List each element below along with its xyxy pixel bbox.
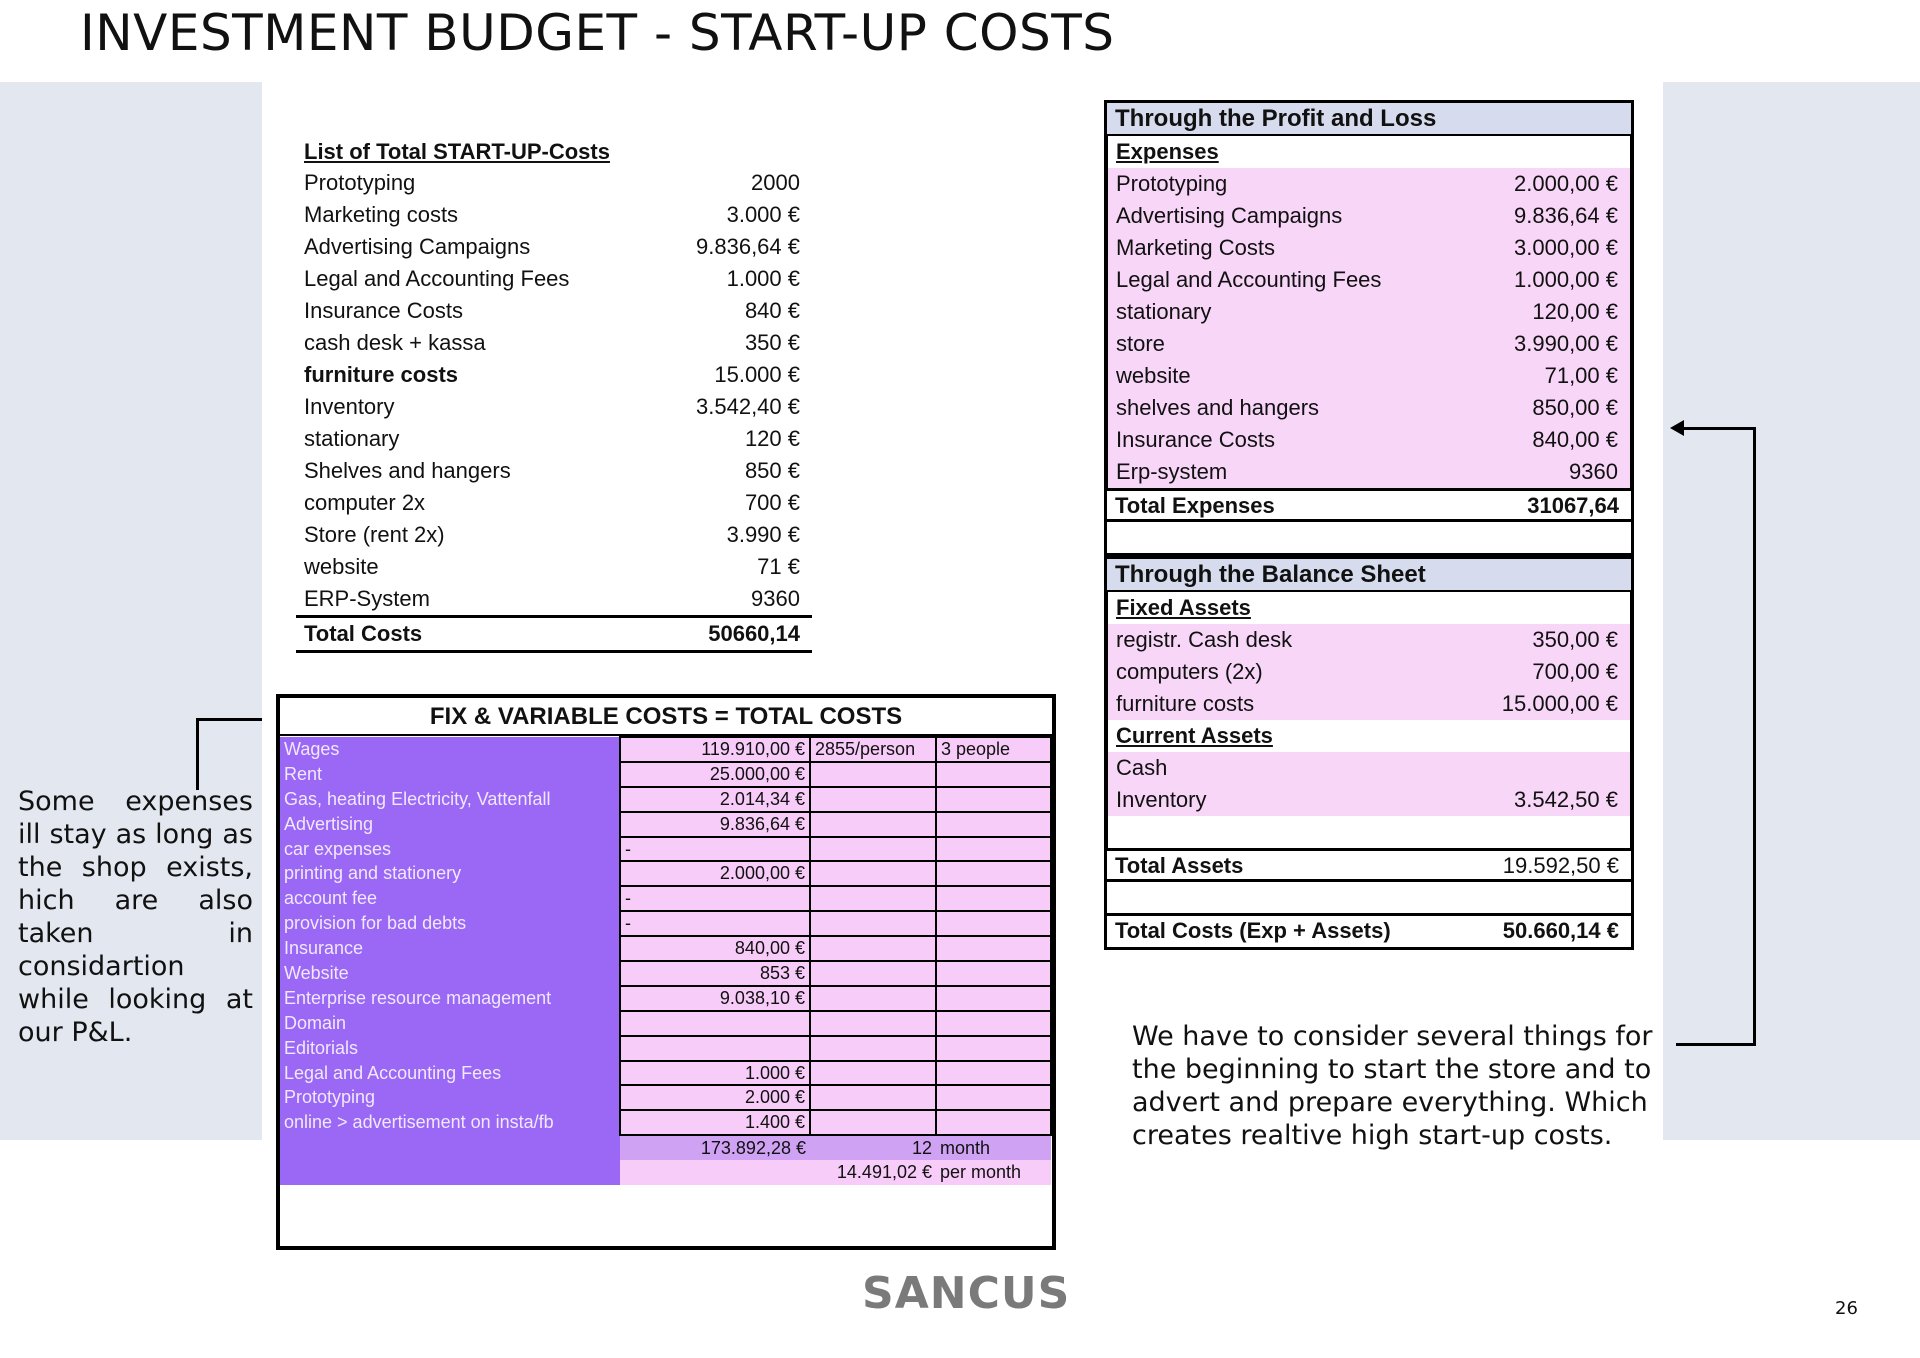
cost-note [936,1085,1051,1110]
cost-label: Domain [280,1011,620,1036]
table-row [280,1110,1051,1135]
item-label: Store (rent 2x) [304,522,445,547]
item-value: 71 € [757,554,800,579]
brand-logo: SANCUS [862,1268,1071,1319]
cost-detail [810,1036,936,1061]
item-label: Erp-system [1116,459,1228,484]
total-expenses-row [1104,488,1634,522]
cost-label: Website [280,961,620,986]
cost-value: 840,00 € [620,936,810,961]
cost-label: printing and stationery [280,861,620,886]
cost-value: 2.014,34 € [620,787,810,812]
cost-detail [810,861,936,886]
list-item [1108,624,1630,656]
list-item [1108,456,1630,488]
cost-value [620,1036,810,1061]
list-item [296,423,812,455]
list-item [296,295,812,327]
item-value: 3.000,00 € [1514,235,1618,260]
cost-label: Prototyping [280,1085,620,1110]
sum-unit: month [936,1135,1051,1160]
cost-label: online > advertisement on insta/fb [280,1110,620,1135]
cost-label: Wages [280,737,620,762]
list-item [296,359,812,391]
item-value: 840 € [744,298,800,323]
table-row [280,886,1051,911]
cost-note [936,861,1051,886]
arrowhead-icon [1670,420,1684,436]
list-item [296,487,812,519]
cost-label: Legal and Accounting Fees [280,1061,620,1086]
cost-note [936,986,1051,1011]
list-item [1108,656,1630,688]
cost-note [936,911,1051,936]
cost-note [936,961,1051,986]
table-row [280,737,1051,762]
table-row [280,837,1051,862]
list-item [1108,264,1630,296]
list-item [296,519,812,551]
item-label: stationary [1116,299,1212,324]
table-row [280,787,1051,812]
table-row [280,1061,1051,1086]
item-label: computers (2x) [1116,659,1263,684]
item-label: Legal and Accounting Fees [304,266,570,291]
total-assets-value: 19.592,50 € [1502,853,1619,878]
item-label: registr. Cash desk [1116,627,1293,652]
cost-note [936,1036,1051,1061]
item-label: shelves and hangers [1116,395,1320,420]
bs-assets-box [1104,592,1634,848]
cost-detail [810,936,936,961]
item-label: Inventory [304,394,395,419]
table-row [280,1036,1051,1061]
left-connector-vertical [196,718,199,790]
item-value: 15.000 € [714,362,800,387]
cost-detail [810,1061,936,1086]
list-item [296,199,812,231]
monthly-value: 14.491,02 € [810,1160,936,1185]
monthly-unit: per month [936,1160,1051,1185]
page-title: INVESTMENT BUDGET - START-UP COSTS [80,4,1115,62]
item-value: 850 € [744,458,800,483]
item-value: 840,00 € [1532,427,1618,452]
item-label: stationary [304,426,400,451]
cost-note [936,762,1051,787]
table-row [280,1085,1051,1110]
item-label: store [1116,331,1165,356]
list-item [1108,688,1630,720]
list-item [1108,752,1630,784]
item-label: website [304,554,379,579]
total-value: 50660,14 [708,621,800,646]
list-item [296,391,812,423]
cost-value: 9.038,10 € [620,986,810,1011]
spacer-row-2 [1104,882,1634,916]
cost-label: Editorials [280,1036,620,1061]
sum-months: 12 [810,1135,936,1160]
cost-detail [810,812,936,837]
item-label: Advertising Campaigns [304,234,531,259]
item-label: Insurance Costs [1116,427,1275,452]
startup-list-heading: List of Total START-UP-Costs [304,139,610,164]
total-assets-row [1104,848,1634,882]
item-value: 3.542,40 € [696,394,800,419]
fix-variable-costs-table [276,694,1056,1250]
item-label: Marketing Costs [1116,235,1275,260]
list-item [296,231,812,263]
cost-value: - [620,886,810,911]
item-value: 2000 [751,170,800,195]
cost-detail [810,1110,936,1135]
current-assets-heading: Current Assets [1108,720,1630,752]
cost-value: 25.000,00 € [620,762,810,787]
cost-detail: 2855/person [810,737,936,762]
side-note: Some expenses ill stay as long as the shop exists, hich are also taken in considartion while looking at our P&L. [18,786,253,1048]
cost-detail [810,961,936,986]
item-value: 120,00 € [1532,299,1618,324]
item-label: computer 2x [304,490,426,515]
cost-note [936,812,1051,837]
cost-detail [810,837,936,862]
total-expenses-value: 31067,64 [1527,493,1619,518]
cost-note [936,787,1051,812]
item-label: Prototyping [1116,171,1228,196]
item-value: 700,00 € [1532,659,1618,684]
table-row [280,1011,1051,1036]
cost-note [936,1110,1051,1135]
sum-value: 173.892,28 € [620,1135,810,1160]
startup-cost-list [296,137,812,653]
table-row [280,986,1051,1011]
item-value: 350 € [744,330,800,355]
cost-value [620,1011,810,1036]
item-value: 350,00 € [1532,627,1618,652]
list-item [296,551,812,583]
item-value: 850,00 € [1532,395,1618,420]
list-item [1108,392,1630,424]
list-item [296,263,812,295]
page-number: 26 [1835,1298,1858,1319]
item-label: ERP-System [304,586,430,611]
item-value: 2.000,00 € [1514,171,1618,196]
item-value: 9360 [751,586,800,611]
item-label: Legal and Accounting Fees [1116,267,1382,292]
cost-label: Insurance [280,936,620,961]
item-value: 9.836,64 € [1514,203,1618,228]
list-item [1108,296,1630,328]
item-value: 3.000 € [726,202,800,227]
cost-label: Advertising [280,812,620,837]
right-connector-bottom [1676,1043,1756,1046]
cost-label: Enterprise resource management [280,986,620,1011]
item-value: 1.000 € [726,266,800,291]
table-row [280,812,1051,837]
list-item [1108,200,1630,232]
cost-detail [810,1085,936,1110]
item-value: 3.542,50 € [1514,787,1618,812]
cost-detail [810,911,936,936]
item-label: Inventory [1116,787,1207,812]
item-value: 15.000,00 € [1501,691,1618,716]
cost-value: 2.000,00 € [620,861,810,886]
cost-note [936,1011,1051,1036]
item-label: cash desk + kassa [304,330,486,355]
item-value: 1.000,00 € [1514,267,1618,292]
item-label: Cash [1116,755,1168,780]
list-item [296,167,812,199]
pl-expenses-box [1104,136,1634,488]
list-item [1108,232,1630,264]
cost-note [936,886,1051,911]
cost-label: provision for bad debts [280,911,620,936]
table-row [280,961,1051,986]
spacer-row [1104,522,1634,556]
right-band [1663,82,1920,1140]
bottom-note: We have to consider several things for the beginning to start the store and to advert and prepare everything. Which creates realtive high start-up costs. [1132,1021,1653,1151]
pl-section-title: Through the Profit and Loss [1104,100,1634,136]
right-connector-vertical [1753,427,1756,1045]
cost-label: account fee [280,886,620,911]
item-label: Marketing costs [304,202,459,227]
table-row [280,936,1051,961]
item-label: Insurance Costs [304,298,463,323]
item-label: furniture costs [304,362,459,387]
bs-section-title: Through the Balance Sheet [1104,556,1634,592]
cost-note [936,837,1051,862]
cost-label: Rent [280,762,620,787]
cost-detail [810,1011,936,1036]
cost-note: 3 people [936,737,1051,762]
list-item [1108,360,1630,392]
cost-value: 853 € [620,961,810,986]
list-item [296,583,812,615]
item-label: Advertising Campaigns [1116,203,1343,228]
item-value: 120 € [744,426,800,451]
list-item [296,327,812,359]
item-value: 9360 [1569,459,1618,484]
item-value: 700 € [744,490,800,515]
cost-detail [810,762,936,787]
cost-value: 9.836,64 € [620,812,810,837]
fix-variable-grid [280,736,1052,1185]
cost-value: 2.000 € [620,1085,810,1110]
item-value: 3.990,00 € [1514,331,1618,356]
total-expenses-label: Total Expenses [1115,493,1275,518]
list-item [1108,328,1630,360]
grand-total-value: 50.660,14 € [1502,918,1619,943]
list-item [1108,784,1630,816]
item-value: 9.836,64 € [696,234,800,259]
cost-value: - [620,837,810,862]
grand-total-row [1104,916,1634,950]
item-label: website [1116,363,1191,388]
fixed-assets-heading: Fixed Assets [1108,592,1630,624]
fix-variable-sum-row [280,1135,1051,1160]
cost-value: 1.000 € [620,1061,810,1086]
cost-detail [810,787,936,812]
table-row [280,911,1051,936]
cost-detail [810,886,936,911]
startup-list-rows [296,167,812,615]
list-item [296,455,812,487]
cost-value: 119.910,00 € [620,737,810,762]
list-item [1108,424,1630,456]
expenses-heading: Expenses [1108,136,1630,168]
cost-label: car expenses [280,837,620,862]
startup-list-total [296,615,812,653]
table-row [280,762,1051,787]
fix-variable-title: FIX & VARIABLE COSTS = TOTAL COSTS [280,698,1052,736]
table-row [280,861,1051,886]
right-connector-top [1680,427,1756,430]
cost-detail [810,986,936,1011]
cost-note [936,1061,1051,1086]
total-label: Total Costs [304,621,423,646]
item-label: Shelves and hangers [304,458,511,483]
pl-balance-panel [1104,100,1634,950]
grand-total-label: Total Costs (Exp + Assets) [1115,918,1391,943]
list-item [1108,168,1630,200]
cost-value: - [620,911,810,936]
cost-label: Gas, heating Electricity, Vattenfall [280,787,620,812]
left-connector-horizontal [196,718,262,721]
fix-variable-monthly-row [280,1160,1051,1185]
item-value: 71,00 € [1544,363,1618,388]
item-label: furniture costs [1116,691,1255,716]
cost-value: 1.400 € [620,1110,810,1135]
item-label: Prototyping [304,170,416,195]
item-value: 3.990 € [726,522,800,547]
total-assets-label: Total Assets [1115,853,1244,878]
cost-note [936,936,1051,961]
